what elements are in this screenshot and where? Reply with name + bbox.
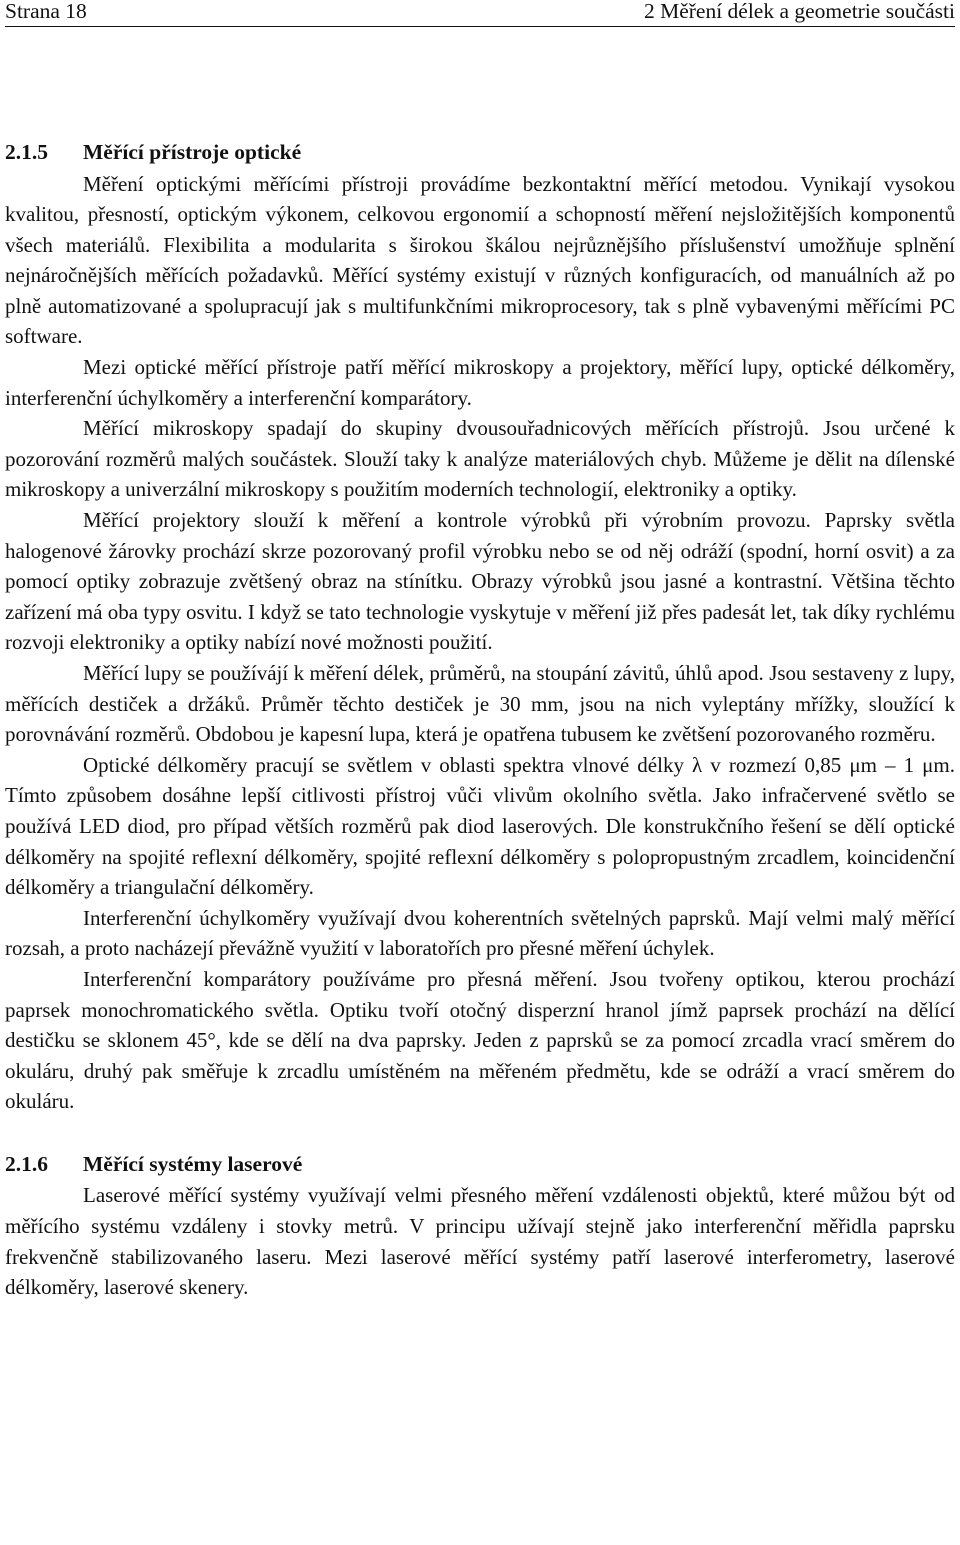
document-page <box>5 0 955 1303</box>
paragraph: Laserové měřící systémy využívají velmi přesného měření vzdálenosti objektů, které můžou být od měřícího systému vzdáleny i stovky metrů. V principu užívají stejně jako interferenční měřidla paprsku frekvenčně stabilizovaného laseru. Mezi laserové měřící systémy patří laserové interferometry, laserové délkoměry, laserové skenery. <box>5 1183 955 1300</box>
paragraph: Měřící lupy se používájí k měření délek, průměrů, na stoupání závitů, úhlů apod. Jsou sestaveny z lupy, měřících destiček a držáků. Průměr těchto destiček je 30 mm, jsou na nich vyleptány mřížky, sloužící k porovnávání rozměrů. Obdobou je kapesní lupa, která je opatřena tubusem ke zvětšení pozorovaného rozměru. <box>5 661 955 747</box>
paragraph: Měřící projektory slouží k měření a kontrole výrobků při výrobním provozu. Paprsky světla halogenové žárovky prochází skrze pozorovaný profil výrobku nebo se od něj odráží (spodní, horní osvit) a za pomocí optiky zobrazuje zvětšený obraz na stínítku. Obrazy výrobků jsou jasné a kontrastní. Většina těchto zařízení má oba typy osvitu. I když se tato technologie vyskytuje v měření již přes padesát let, tak díky rychlému rozvoji elektroniky a optiky nabízí nové možnosti použití. <box>5 508 955 655</box>
header-rule <box>5 26 955 27</box>
paragraph: Optické délkoměry pracují se světlem v oblasti spektra vlnové délky λ v rozmezí 0,85 μm – 1 μm. Tímto způsobem dosáhne lepší citlivosti přístroj vůči vlivům okolního světla. Jako infračervené světlo se používá LED diod, pro případ větších rozměrů pak diod laserových. Dle konstrukčního řešení se dělí optické délkoměry na spojité reflexní délkoměry, spojité reflexní délkoměry s polopropustným zrcadlem, koincidenční délkoměry a triangulační délkoměry. <box>5 752 955 900</box>
section-body <box>5 169 955 1117</box>
section-number: 2.1.5 <box>5 140 48 164</box>
paragraph: Mezi optické měřící přístroje patří měřící mikroskopy a projektory, měřící lupy, optické délkoměry, interferenční úchylkoměry a interferenční komparátory. <box>5 355 955 410</box>
paragraph: Měření optickými měřícími přístroji provádíme bezkontaktní měřící metodou. Vynikají vysokou kvalitou, přesností, optickým výkonem, celkovou ergonomií a schopností měření nejsložitějších komponentů všech materiálů. Flexibilita a modularita s širokou škálou nejrůznějšího příslušenství umožňuje splnění nejnáročnějších měřících požadavků. Měřící systémy existují v různých konfiguracích, od manuálních až po plně automatizované a spolupracují jak s multifunkčními mikroprocesory, tak s plně vybavenými měřícími PC software. <box>5 171 955 349</box>
chapter-title: 2 Měření délek a geometrie součásti <box>643 0 955 23</box>
section-number: 2.1.6 <box>5 1151 48 1176</box>
section-heading <box>5 1149 955 1180</box>
paragraph: Interferenční komparátory používáme pro přesná měření. Jsou tvořeny optikou, kterou prochází paprsek monochromatického světla. Optiku tvoří otočný disperzní hranol jímž paprsek prochází na dělící destičku se sklonem 45°, kde se dělí na dva paprsky. Jeden z paprsků se za pomocí zrcadla vrací směrem do okuláru, druhý pak směřuje k zrcadlu umístěném na měřeném předmětu, kde se odráží a vrací směrem do okuláru. <box>5 966 955 1114</box>
paragraph: Měřící mikroskopy spadají do skupiny dvousouřadnicových měřících přístrojů. Jsou určené k pozorování rozměrů malých součástek. Slouží taky k analýze materiálových chyb. Můžeme je dělit na dílenské mikroskopy a univerzální mikroskopy s použitím moderních technologií, elektroniky a optiky. <box>5 416 955 502</box>
page-number: Strana 18 <box>5 0 87 23</box>
section-body <box>5 1180 955 1302</box>
section-title: Měřící přístroje optické <box>83 140 302 164</box>
paragraph: Interferenční úchylkoměry využívají dvou koherentních světelných paprsků. Mají velmi malý měřící rozsah, a proto nacházejí převážně využití v laboratořích pro přesné měření úchylek. <box>5 905 955 961</box>
running-header <box>5 0 955 26</box>
section-heading <box>5 137 955 168</box>
section-title: Měřící systémy laserové <box>83 1151 303 1176</box>
